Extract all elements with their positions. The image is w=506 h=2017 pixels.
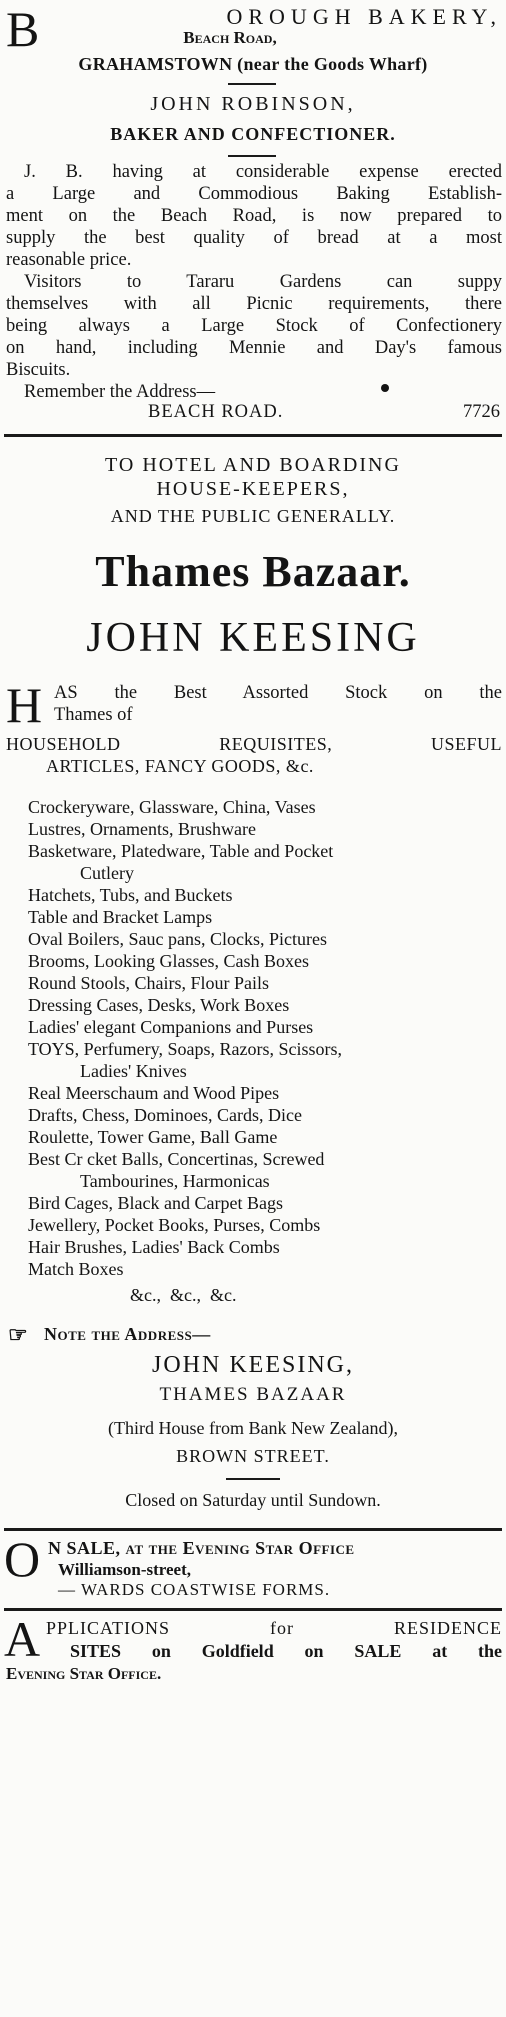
- bakery-para2-line: being always a Large Stock of Confectionery: [6, 316, 502, 336]
- owner-name: JOHN KEESING: [86, 615, 420, 661]
- closing-hours: Closed on Saturday until Sundown.: [125, 1490, 381, 1510]
- etcetera: &c., &c., &c.: [130, 1285, 237, 1305]
- audience-line-1: TO HOTEL AND BOARDING: [105, 454, 401, 476]
- bazaar-location: (Third House from Bank New Zealand),: [108, 1418, 398, 1438]
- intro-line-1: AS the Best Assorted Stock on the: [54, 683, 502, 703]
- bazaar-title: Thames Bazaar.: [95, 547, 411, 596]
- list-item: Real Meerschaum and Wood Pipes: [28, 1083, 280, 1103]
- list-item: Match Boxes: [28, 1259, 124, 1279]
- dropcap-o: O: [4, 1531, 41, 1587]
- remember-address: Remember the Address—: [24, 382, 216, 402]
- dropcap-b: B: [6, 1, 40, 57]
- list-item: Bird Cages, Black and Carpet Bags: [28, 1193, 283, 1213]
- section-rule: [4, 1528, 502, 1531]
- proprietor-name: JOHN ROBINSON,: [150, 93, 356, 115]
- on-sale-line-2: Williamson-street,: [58, 1560, 191, 1579]
- list-item: Round Stools, Chairs, Flour Pails: [28, 973, 270, 993]
- bazaar-name-2: THAMES BAZAAR: [159, 1384, 347, 1405]
- list-item: Basketware, Platedware, Table and Pocket: [28, 841, 334, 861]
- pointing-hand-icon: ☞: [8, 1322, 28, 1347]
- bakery-street: Beach Road,: [183, 28, 277, 47]
- list-item: Oval Boilers, Sauc pans, Clocks, Pictures: [28, 929, 327, 949]
- category-line-1: HOUSEHOLD REQUISITES, USEFUL: [6, 734, 502, 754]
- list-item: Hatchets, Tubs, and Buckets: [28, 885, 233, 905]
- applications-line-3: Evening Star Office.: [6, 1664, 162, 1683]
- list-item: Lustres, Ornaments, Brushware: [28, 819, 256, 839]
- bazaar-street: BROWN STREET.: [176, 1446, 330, 1466]
- list-item: Roulette, Tower Game, Ball Game: [28, 1127, 278, 1147]
- bakery-heading: OROUGH BAKERY,: [226, 4, 502, 29]
- owner-name-2: JOHN KEESING,: [152, 1352, 354, 1378]
- audience-line-2: HOUSE-KEEPERS,: [156, 478, 350, 500]
- list-item: Tambourines, Harmonicas: [80, 1171, 270, 1191]
- bakery-para2-line: Visitors to Tararu Gardens can suppy: [24, 272, 502, 292]
- list-item: Table and Bracket Lamps: [28, 907, 213, 927]
- intro-line-2: Thames of: [54, 705, 133, 725]
- category-line-2: ARTICLES, FANCY GOODS, &c.: [46, 756, 314, 776]
- list-item: Ladies' Knives: [80, 1061, 187, 1081]
- list-item: Hair Brushes, Ladies' Back Combs: [28, 1237, 280, 1257]
- ad-reference-number: 7726: [463, 402, 500, 422]
- list-item: Cutlery: [80, 863, 134, 883]
- bakery-address: BEACH ROAD.: [148, 402, 284, 422]
- section-rule: [4, 1608, 502, 1611]
- dropcap-a: A: [4, 1611, 41, 1667]
- bakery-para1-line: ment on the Beach Road, is now prepared to: [6, 206, 502, 226]
- list-item: Drafts, Chess, Dominoes, Cards, Dice: [28, 1105, 302, 1125]
- proprietor-trade: BAKER AND CONFECTIONER.: [110, 124, 396, 144]
- bakery-para1-line: J. B. having at considerable expense erected: [24, 162, 502, 182]
- bakery-para2-line: Biscuits.: [6, 360, 71, 380]
- list-item: Brooms, Looking Glasses, Cash Boxes: [28, 951, 309, 971]
- dropcap-h: H: [6, 677, 43, 733]
- list-item: Ladies' elegant Companions and Purses: [28, 1017, 314, 1037]
- divider: [228, 155, 276, 157]
- bakery-para1-line: a Large and Commodious Baking Establish-: [6, 184, 502, 204]
- bakery-para2-line: themselves with all Picnic requirements, there: [6, 294, 502, 314]
- divider: [228, 83, 276, 85]
- bakery-para2-line: on hand, including Mennie and Day's famous: [6, 338, 502, 358]
- bakery-town: GRAHAMSTOWN (near the Goods Wharf): [78, 54, 428, 74]
- bullet-icon: [381, 384, 389, 392]
- list-item: Jewellery, Pocket Books, Purses, Combs: [28, 1215, 321, 1235]
- list-item: Crockeryware, Glassware, China, Vases: [28, 797, 316, 817]
- on-sale-line-3: — WARDS COASTWISE FORMS.: [58, 1580, 331, 1599]
- divider: [226, 1478, 280, 1480]
- audience-line-3: AND THE PUBLIC GENERALLY.: [110, 506, 396, 526]
- list-item: Best Cr cket Balls, Concertinas, Screwed: [28, 1149, 325, 1169]
- section-rule: [4, 434, 502, 437]
- applications-line-2: SITES on Goldfield on SALE at the: [70, 1641, 502, 1661]
- list-item: Dressing Cases, Desks, Work Boxes: [28, 995, 290, 1015]
- bakery-para1-line: reasonable price.: [6, 250, 132, 270]
- list-item: TOYS, Perfumery, Soaps, Razors, Scissors,: [28, 1039, 342, 1059]
- note-address: Note the Address—: [44, 1324, 211, 1344]
- on-sale-line-1: N SALE, at the Evening Star Office: [48, 1538, 355, 1558]
- applications-line-1: PPLICATIONS for RESIDENCE: [46, 1618, 502, 1638]
- bakery-para1-line: supply the best quality of bread at a most: [6, 228, 502, 248]
